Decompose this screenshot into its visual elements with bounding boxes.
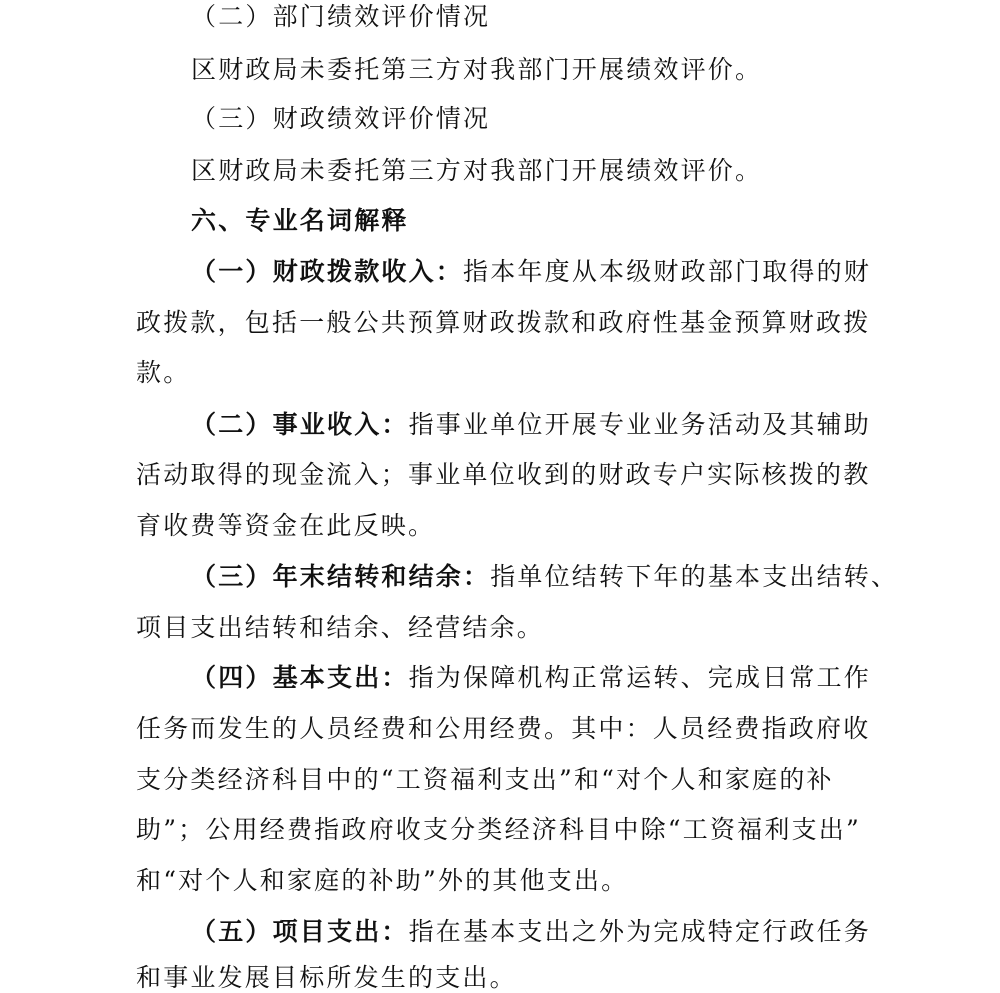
dept-eval-text: 区财政局未委托第三方对我部门开展绩效评价。	[191, 55, 763, 84]
term-definition-line: 支分类经济科目中的“工资福利支出”和“对个人和家庭的补	[136, 765, 834, 794]
term-label: （二）事业收入：	[191, 410, 409, 439]
term-label: （五）项目支出：	[191, 917, 409, 946]
fiscal-eval-heading: （三）财政绩效评价情况	[191, 104, 491, 133]
term-definition-line: 助”；公用经费指政府收支分类经济科目中除“工资福利支出”	[136, 815, 861, 844]
term-fiscal-appropriation	[191, 257, 871, 287]
term-definition-line: 活动取得的现金流入；事业单位收到的财政专户实际核拨的教	[136, 460, 871, 489]
term-definition: 指为保障机构正常运转、完成日常工作	[408, 663, 872, 692]
term-label: （四）基本支出：	[191, 663, 409, 692]
term-business-income	[191, 410, 871, 440]
term-label: （一）财政拨款收入：	[191, 257, 464, 286]
term-definition: 指单位结转下年的基本支出结转、	[490, 562, 899, 591]
term-basic-expenditure	[191, 663, 871, 693]
glossary-heading: 六、专业名词解释	[191, 206, 409, 235]
term-definition-line: 政拨款，包括一般公共预算财政拨款和政府性基金预算财政拨	[136, 308, 871, 337]
term-definition-line: 育收费等资金在此反映。	[136, 511, 436, 540]
term-definition-line: 和事业发展目标所发生的支出。	[136, 963, 517, 992]
term-project-expenditure	[191, 917, 871, 947]
term-label: （三）年末结转和结余：	[191, 562, 491, 591]
term-definition-line: 任务而发生的人员经费和公用经费。其中：人员经费指政府收	[136, 714, 871, 743]
dept-eval-heading: （二）部门绩效评价情况	[191, 2, 491, 31]
term-definition-line: 和“对个人和家庭的补助”外的其他支出。	[136, 866, 629, 895]
term-definition-line: 项目支出结转和结余、经营结余。	[136, 613, 545, 642]
term-year-end-carryover	[191, 562, 898, 592]
fiscal-eval-text: 区财政局未委托第三方对我部门开展绩效评价。	[191, 156, 763, 185]
term-definition: 指本年度从本级财政部门取得的财	[463, 257, 872, 286]
term-definition: 指在基本支出之外为完成特定行政任务	[408, 917, 872, 946]
term-definition-line: 款。	[136, 358, 191, 387]
term-definition: 指事业单位开展专业业务活动及其辅助	[408, 410, 872, 439]
